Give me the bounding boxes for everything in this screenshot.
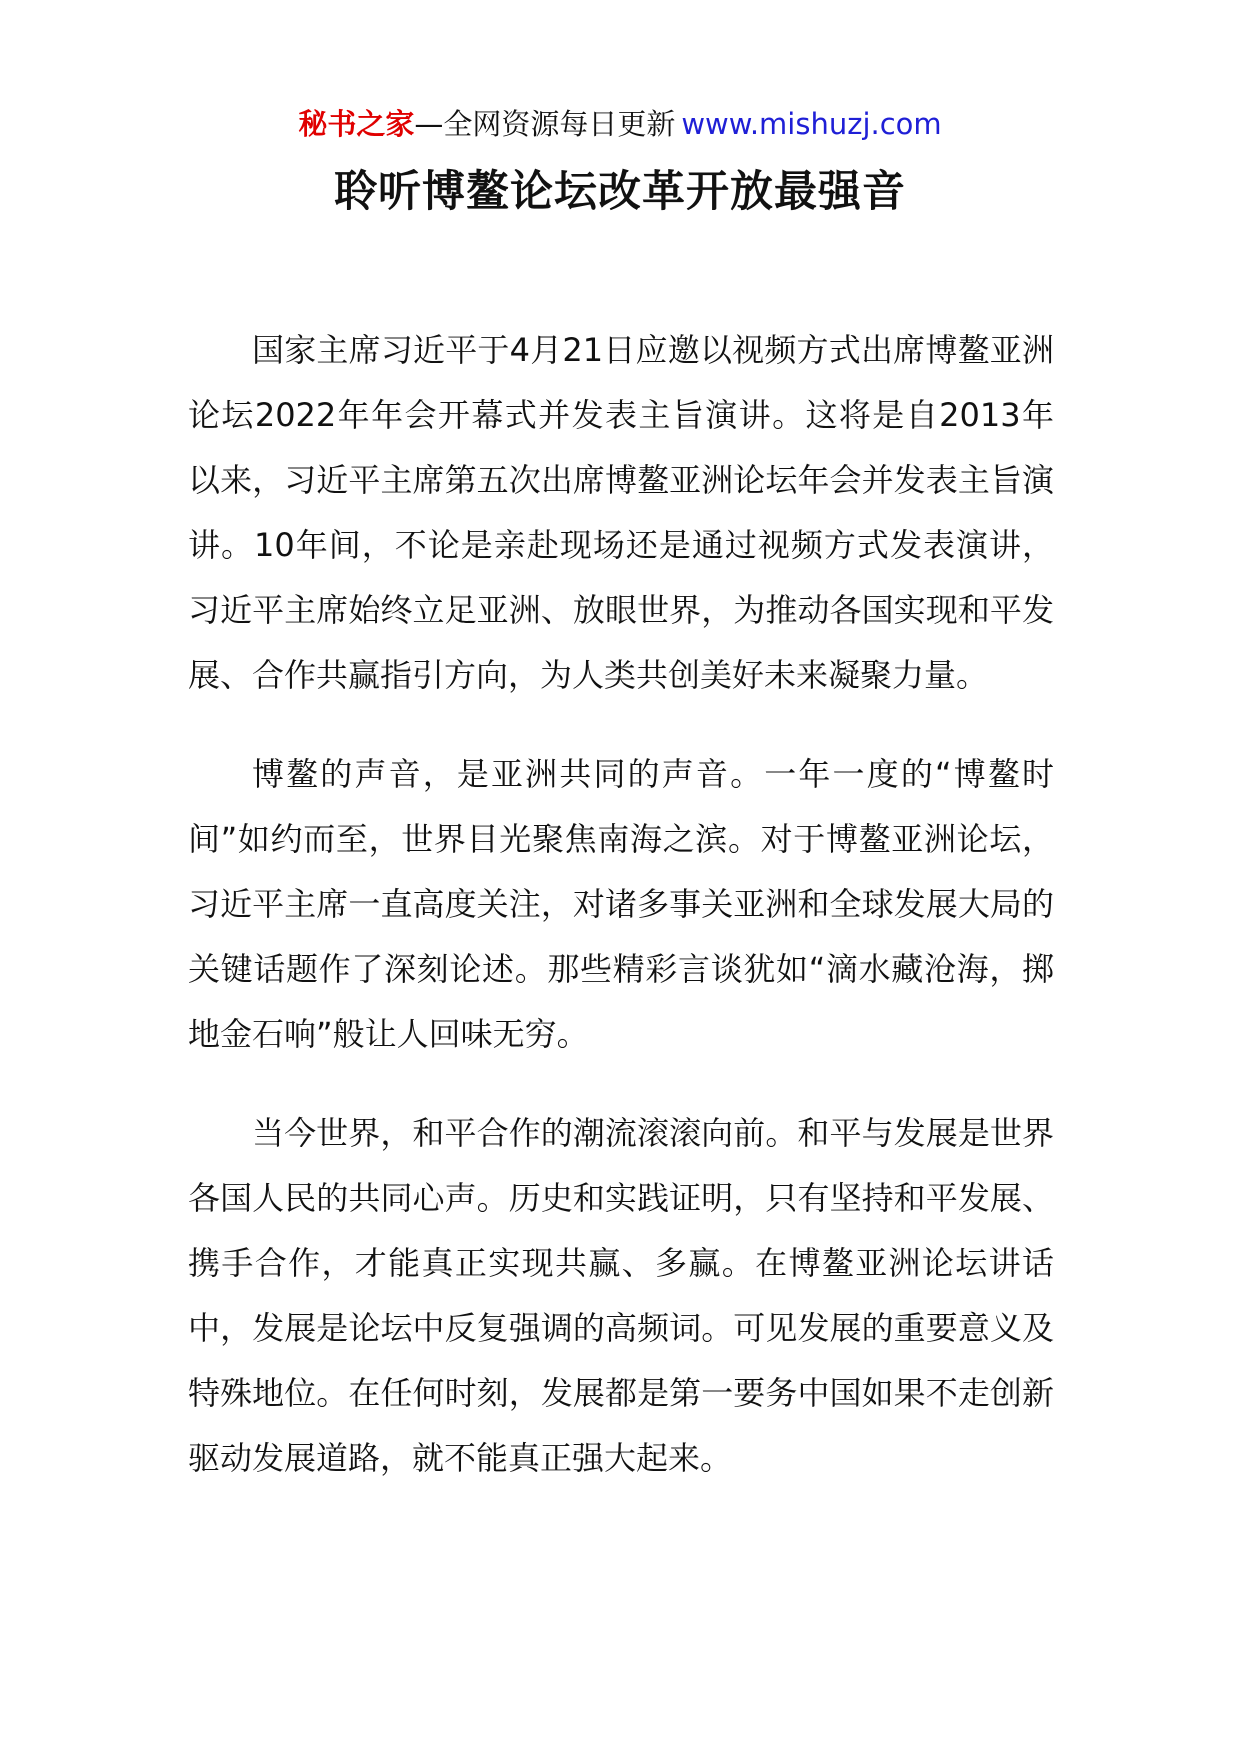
paragraph-2: 博鳌的声音，是亚洲共同的声音。一年一度的“博鳌时间”如约而至，世界目光聚焦南海之滨。对于博鳌亚洲论坛，习近平主席一直高度关注，对诸多事关亚洲和全球发展大局的关键话题作了深刻论述。那些精彩言谈犹如“滴水藏沧海，掷地金石响”般让人回味无穷。 [188,755,1054,1053]
paragraph-3: 当今世界，和平合作的潮流滚滚向前。和平与发展是世界各国人民的共同心声。历史和实践证明，只有坚持和平发展、携手合作，才能真正实现共赢、多赢。在博鳌亚洲论坛讲话中，发展是论坛中反复强调的高频词。可见发展的重要意义及特殊地位。在任何时刻，发展都是第一要务中国如果不走创新驱动发展道路，就不能真正强大起来。 [188,1114,1054,1477]
site-slogan: —全网资源每日更新 [414,107,676,141]
site-brand: 秘书之家 [298,107,415,141]
site-header [0,102,1240,146]
document-body [188,318,1054,1525]
paragraph-1: 国家主席习近平于4月21日应邀以视频方式出席博鳌亚洲论坛2022年年会开幕式并发表主旨演讲。这将是自2013年以来，习近平主席第五次出席博鳌亚洲论坛年会并发表主旨演讲。10年间，不论是亲赴现场还是通过视频方式发表演讲，习近平主席始终立足亚洲、放眼世界，为推动各国实现和平发展、合作共赢指引方向，为人类共创美好未来凝聚力量。 [188,331,1054,694]
document-title: 聆听博鳌论坛改革开放最强音 [334,167,906,217]
site-url-link[interactable]: www.mishuzj.com [681,107,942,141]
